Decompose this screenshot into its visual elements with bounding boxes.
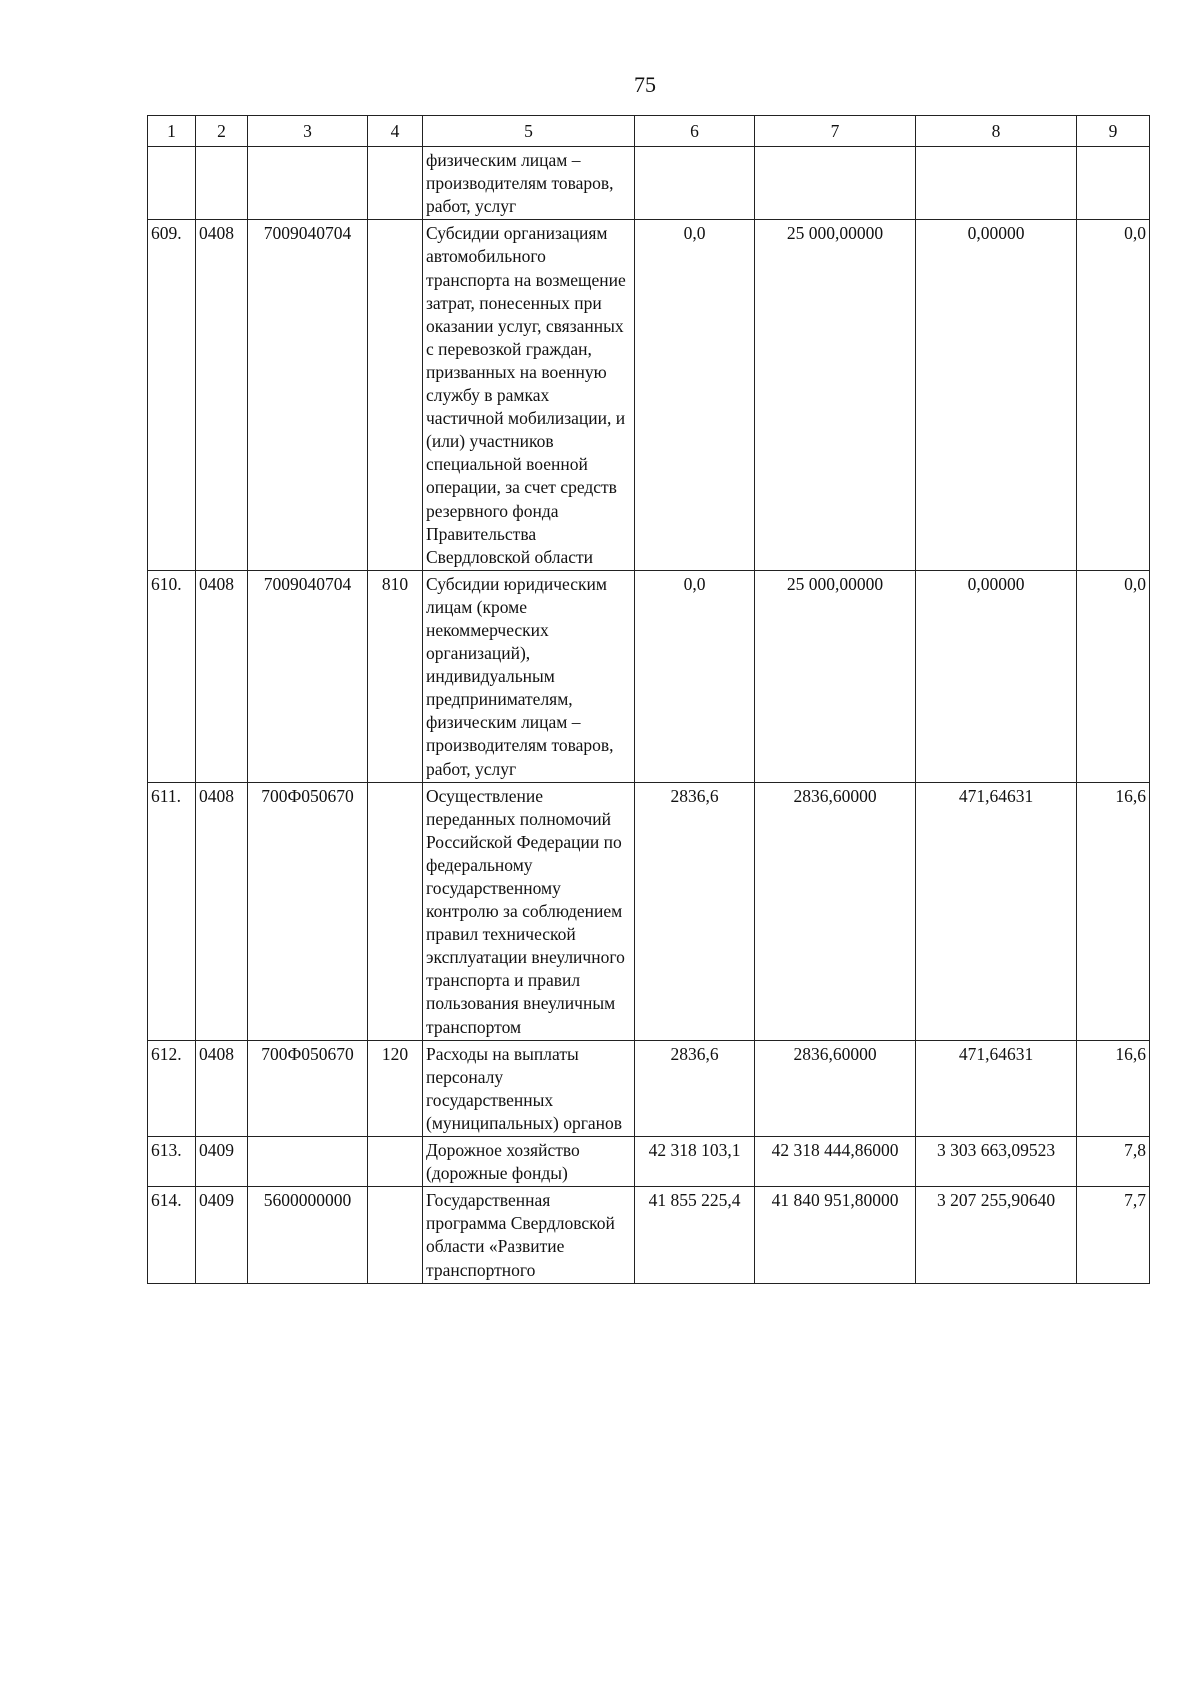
target-article-code: 7009040704	[248, 220, 368, 570]
plan-amount: 2836,6	[635, 782, 755, 1040]
execution-percent: 16,6	[1077, 1040, 1150, 1136]
table-row	[148, 782, 1150, 1040]
expense-type-code	[368, 1187, 423, 1283]
table-row	[148, 147, 1150, 220]
row-number: 611.	[148, 782, 196, 1040]
page-number: 75	[634, 72, 656, 97]
executed-amount: 0,00000	[916, 220, 1077, 570]
item-name: Субсидии организациям автомобильного транспорта на возмещение затрат, понесенных при оказании услуг, связанных с перевозкой граждан, призванных на военную службу в рамках частичной мобилизации, и (или) участников специальной военной операции, за счет средств резервного фонда Правительства Свердловской области	[423, 220, 635, 570]
header-cell: 4	[368, 116, 423, 147]
expense-type-code	[368, 220, 423, 570]
item-name: физическим лицам – производителям товаров, работ, услуг	[423, 147, 635, 220]
expense-type-code	[368, 147, 423, 220]
header-cell: 1	[148, 116, 196, 147]
row-number: 612.	[148, 1040, 196, 1136]
section-code	[196, 147, 248, 220]
target-article-code	[248, 1137, 368, 1187]
header-cell: 5	[423, 116, 635, 147]
execution-percent: 7,7	[1077, 1187, 1150, 1283]
refined-amount: 25 000,00000	[755, 220, 916, 570]
expense-type-code	[368, 1137, 423, 1187]
target-article-code: 700Ф050670	[248, 782, 368, 1040]
refined-amount: 2836,60000	[755, 1040, 916, 1136]
table-row	[148, 220, 1150, 570]
section-code: 0409	[196, 1187, 248, 1283]
table-row	[148, 570, 1150, 782]
expense-type-code: 120	[368, 1040, 423, 1136]
item-name: Субсидии юридическим лицам (кроме некоммерческих организаций), индивидуальным предпринимателям, физическим лицам – производителям товаров, работ, услуг	[423, 570, 635, 782]
section-code: 0408	[196, 1040, 248, 1136]
header-cell: 9	[1077, 116, 1150, 147]
row-number: 609.	[148, 220, 196, 570]
executed-amount: 471,64631	[916, 1040, 1077, 1136]
execution-percent: 0,0	[1077, 220, 1150, 570]
plan-amount: 0,0	[635, 570, 755, 782]
executed-amount: 3 303 663,09523	[916, 1137, 1077, 1187]
table-row	[148, 1040, 1150, 1136]
item-name: Дорожное хозяйство (дорожные фонды)	[423, 1137, 635, 1187]
header-cell: 3	[248, 116, 368, 147]
plan-amount: 0,0	[635, 220, 755, 570]
target-article-code	[248, 147, 368, 220]
target-article-code: 7009040704	[248, 570, 368, 782]
table-row	[148, 1137, 1150, 1187]
header-cell: 7	[755, 116, 916, 147]
expense-type-code	[368, 782, 423, 1040]
target-article-code: 5600000000	[248, 1187, 368, 1283]
refined-amount	[755, 147, 916, 220]
row-number: 614.	[148, 1187, 196, 1283]
row-number: 613.	[148, 1137, 196, 1187]
section-code: 0408	[196, 782, 248, 1040]
plan-amount: 2836,6	[635, 1040, 755, 1136]
execution-percent: 7,8	[1077, 1137, 1150, 1187]
executed-amount: 0,00000	[916, 570, 1077, 782]
expense-type-code: 810	[368, 570, 423, 782]
section-code: 0408	[196, 220, 248, 570]
plan-amount: 42 318 103,1	[635, 1137, 755, 1187]
executed-amount	[916, 147, 1077, 220]
refined-amount: 42 318 444,86000	[755, 1137, 916, 1187]
item-name: Осуществление переданных полномочий Российской Федерации по федеральному государственному контролю за соблюдением правил технической эксплуатации внеуличного транспорта и правил пользования внеуличным транспортом	[423, 782, 635, 1040]
section-code: 0408	[196, 570, 248, 782]
refined-amount: 25 000,00000	[755, 570, 916, 782]
executed-amount: 3 207 255,90640	[916, 1187, 1077, 1283]
header-cell: 2	[196, 116, 248, 147]
budget-table	[147, 115, 1150, 1284]
execution-percent: 0,0	[1077, 570, 1150, 782]
execution-percent	[1077, 147, 1150, 220]
execution-percent: 16,6	[1077, 782, 1150, 1040]
header-cell: 6	[635, 116, 755, 147]
item-name: Государственная программа Свердловской области «Развитие транспортного	[423, 1187, 635, 1283]
refined-amount: 2836,60000	[755, 782, 916, 1040]
table-row	[148, 1187, 1150, 1283]
row-number	[148, 147, 196, 220]
refined-amount: 41 840 951,80000	[755, 1187, 916, 1283]
row-number: 610.	[148, 570, 196, 782]
header-row	[148, 116, 1150, 147]
header-cell: 8	[916, 116, 1077, 147]
executed-amount: 471,64631	[916, 782, 1077, 1040]
plan-amount: 41 855 225,4	[635, 1187, 755, 1283]
item-name: Расходы на выплаты персоналу государственных (муниципальных) органов	[423, 1040, 635, 1136]
target-article-code: 700Ф050670	[248, 1040, 368, 1136]
plan-amount	[635, 147, 755, 220]
section-code: 0409	[196, 1137, 248, 1187]
